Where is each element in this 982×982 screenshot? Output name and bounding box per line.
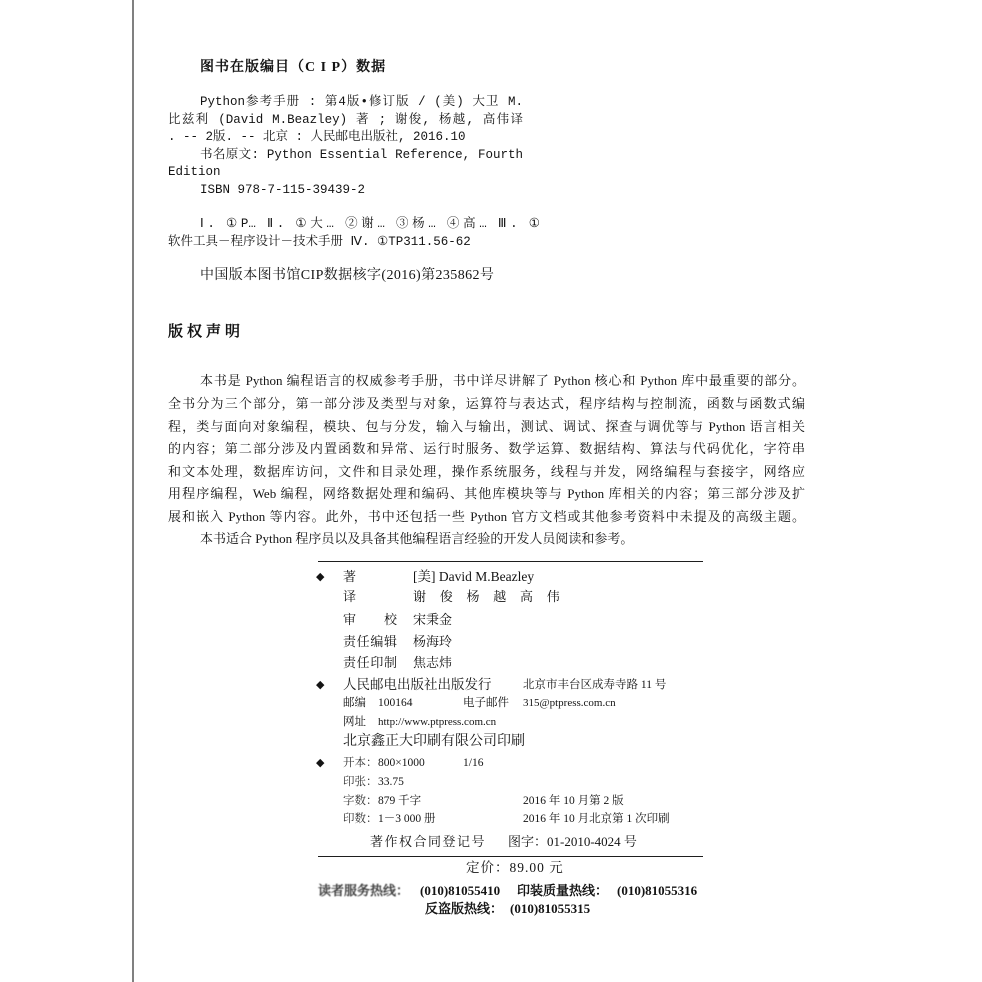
cip-isbn: ISBN 978-7-115-39439-2 xyxy=(200,182,366,197)
printer-name: 北京鑫正大印刷有限公司印刷 xyxy=(343,734,525,749)
translators-label: 译 xyxy=(343,589,357,604)
cip-record-line: 比兹利 (David M.Beazley) 著 ; 谢俊, 杨越, 高伟译 xyxy=(168,112,523,127)
paragraph-line: 展和嵌入 Python 等内容。此外，书中还包括一些 Python 官方文档或其他参考资料中未提及的高级主题。 xyxy=(168,509,805,524)
cip-heading: 图书在版编目（C I P）数据 xyxy=(200,60,387,75)
copyright-heading: 版权声明 xyxy=(168,324,245,340)
cip-record-line: Python参考手册 : 第4版•修订版 / (美) 大卫 M. xyxy=(200,95,523,109)
paragraph-line: 程，类与面向对象编程，模块、包与分发，输入与输出，测试、调试、探查与调优等与 Python 语言相关 xyxy=(168,419,805,434)
format-fraction: 1/16 xyxy=(463,757,484,769)
copyright-registration-label: 著作权合同登记号 xyxy=(370,834,487,849)
price: 定价：89.00 元 xyxy=(466,860,564,875)
cip-classification-line: Ⅰ. ①P… Ⅱ. ①大… ②谢… ③杨… ④高… Ⅲ. ① xyxy=(200,217,540,231)
cip-record-line: Edition xyxy=(168,165,221,179)
anti-piracy-hotline-number: (010)81055315 xyxy=(510,901,591,916)
paragraph-line: 本书是 Python 编程语言的权威参考手册，书中详尽讲解了 Python 核心和 Python 库中最重要的部分。 xyxy=(200,373,805,388)
word-count-value: 879 千字 xyxy=(378,795,422,807)
postcode-value: 100164 xyxy=(378,697,413,709)
print-run-value: 1－3 000 册 xyxy=(378,813,436,825)
email-label: 电子邮件 xyxy=(463,697,509,709)
translators-value: 谢 俊 杨 越 高 伟 xyxy=(413,589,560,604)
reader-service-hotline-label: 读者服务热线： xyxy=(318,883,410,898)
diamond-bullet-icon: ◆ xyxy=(316,679,325,691)
reviewer-label: 审 校 xyxy=(343,612,397,627)
print-supervisor-value: 焦志炜 xyxy=(413,655,453,670)
author-value: [美] David M.Beazley xyxy=(413,569,535,584)
sheets-value: 33.75 xyxy=(378,776,404,788)
print-quality-hotline-number: (010)81055316 xyxy=(617,883,698,898)
website-value: http://www.ptpress.com.cn xyxy=(378,716,497,728)
editor-label: 责任编辑 xyxy=(343,634,397,649)
scan-page-edge xyxy=(132,0,134,982)
cip-record-line: 书名原文: Python Essential Reference, Fourth xyxy=(200,147,523,162)
cip-record-line: . -- 2版. -- 北京 : 人民邮电出版社, 2016.10 xyxy=(168,130,466,144)
cip-classification-line: 软件工具－程序设计－技术手册 Ⅳ. ①TP311.56-62 xyxy=(168,235,471,249)
website-label: 网址 xyxy=(343,716,366,728)
print-supervisor-label: 责任印制 xyxy=(343,655,397,670)
publisher-address: 北京市丰台区成寿寺路 11 号 xyxy=(523,679,667,691)
word-count-label: 字数： xyxy=(343,795,378,807)
diamond-bullet-icon: ◆ xyxy=(316,571,325,583)
paragraph-line: 用程序编程，Web 编程，网络数据处理和编码、其他库模块等与 Python 库相关的内容；第三部分涉及扩 xyxy=(168,486,805,501)
paragraph-line: 本书适合 Python 程序员以及具备其他编程语言经验的开发人员阅读和参考。 xyxy=(200,531,634,546)
diamond-bullet-icon: ◆ xyxy=(316,757,325,769)
colophon-bottom-rule xyxy=(318,856,703,857)
printing-date: 2016 年 10 月北京第 1 次印刷 xyxy=(523,813,670,825)
print-run-label: 印数： xyxy=(343,813,378,825)
editor-value: 杨海玲 xyxy=(413,634,453,649)
format-label: 开本： xyxy=(343,757,378,769)
anti-piracy-hotline-label: 反盗版热线： xyxy=(425,901,504,916)
copyright-registration-value: 图字：01-2010-4024 号 xyxy=(508,834,637,849)
reader-service-hotline-number: (010)81055410 xyxy=(420,883,501,898)
format-value: 800×1000 xyxy=(378,757,425,769)
cip-number: 中国版本图书馆CIP数据核字(2016)第235862号 xyxy=(200,268,495,283)
reviewer-value: 宋秉金 xyxy=(413,612,453,627)
sheets-label: 印张： xyxy=(343,776,378,788)
paragraph-line: 全书分为三个部分，第一部分涉及类型与对象，运算符与表达式，程序结构与控制流，函数与函数式编 xyxy=(168,396,805,411)
edition-date: 2016 年 10 月第 2 版 xyxy=(523,795,624,807)
paragraph-line: 的内容；第二部分涉及内置函数和异常、运行时服务、数学运算、数据结构、算法与代码优化，字符串 xyxy=(168,441,805,456)
colophon-top-rule xyxy=(318,561,703,562)
email-value: 315@ptpress.com.cn xyxy=(523,697,616,709)
publisher-name: 人民邮电出版社出版发行 xyxy=(343,677,492,692)
paragraph-line: 和文本处理，数据库访问，文件和目录处理，操作系统服务，线程与并发，网络编程与套接字，网络应 xyxy=(168,464,805,479)
print-quality-hotline-label: 印装质量热线： xyxy=(517,883,609,898)
author-label: 著 xyxy=(343,569,357,584)
postcode-label: 邮编 xyxy=(343,697,366,709)
